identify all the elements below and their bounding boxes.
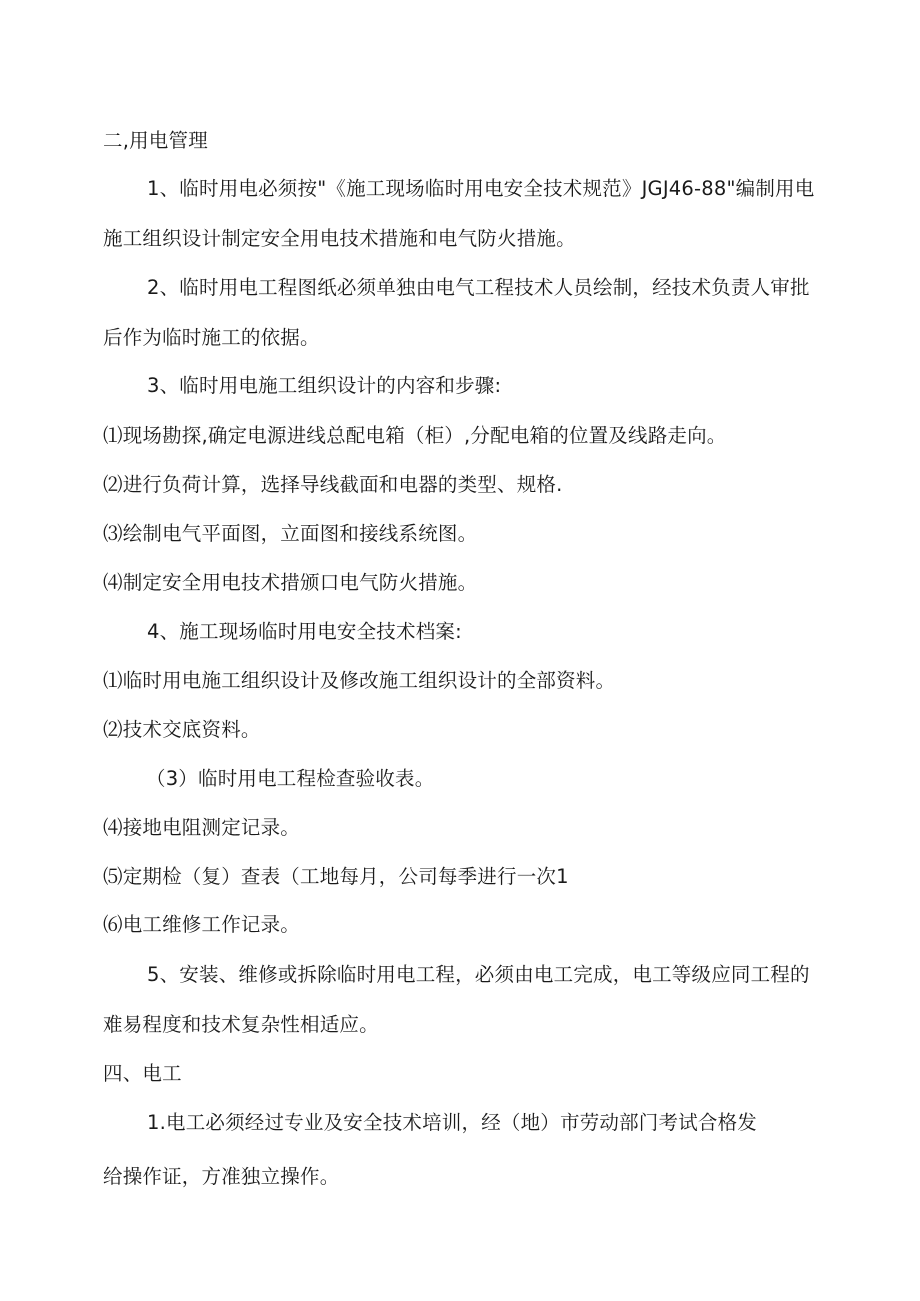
item2-line1: 2、临时用电工程图纸必须单独由电气工程技术人员绘制，经技术负责人审批	[147, 276, 810, 299]
elec1-line2: 给操作证，方准独立操作。	[103, 1165, 340, 1188]
elec1-line1: 1.电工必须经过专业及安全技术培训，经（地）市劳动部门考试合格发	[147, 1111, 758, 1134]
item5-line2: 难易程度和技术复杂性相适应。	[103, 1013, 379, 1036]
item1-line1: 1、临时用电必须按"《施工现场临时用电安全技术规范》JGJ46-88"编制用电	[147, 177, 815, 200]
item1-line2: 施工组织设计制定安全用电技术措施和电气防火措施。	[103, 227, 576, 250]
item4-sub5: ⑸定期检（复）查表（工地每月，公司每季进行一次1	[103, 865, 569, 888]
item5-line1: 5、安装、维修或拆除临时用电工程，必须由电工完成，电工等级应同工程的	[147, 963, 810, 986]
item3-title: 3、临时用电施工组织设计的内容和步骤:	[147, 374, 502, 397]
item3-sub4: ⑷制定安全用电技术措颁口电气防火措施。	[103, 571, 478, 594]
item4-title: 4、施工现场临时用电安全技术档案:	[147, 620, 462, 643]
item3-sub1: ⑴现场勘探,确定电源进线总配电箱（柜）,分配电箱的位置及线路走向。	[103, 424, 727, 447]
item3-sub2: ⑵进行负荷计算，选择导线截面和电器的类型、规格.	[103, 473, 563, 496]
item4-sub6: ⑹电工维修工作记录。	[103, 913, 301, 936]
item4-sub4: ⑷接地电阻测定记录。	[103, 816, 301, 839]
item3-sub3: ⑶绘制电气平面图，立面图和接线系统图。	[103, 522, 478, 545]
section-two-title: 二,用电管理	[103, 129, 208, 152]
item4-sub3: （3）临时用电工程检查验收表。	[146, 767, 435, 790]
section-four-title: 四、电工	[103, 1062, 182, 1085]
item2-line2: 后作为临时施工的依据。	[103, 326, 320, 349]
item4-sub2: ⑵技术交底资料。	[103, 718, 261, 741]
item4-sub1: ⑴临时用电施工组织设计及修改施工组织设计的全部资料。	[103, 669, 616, 692]
